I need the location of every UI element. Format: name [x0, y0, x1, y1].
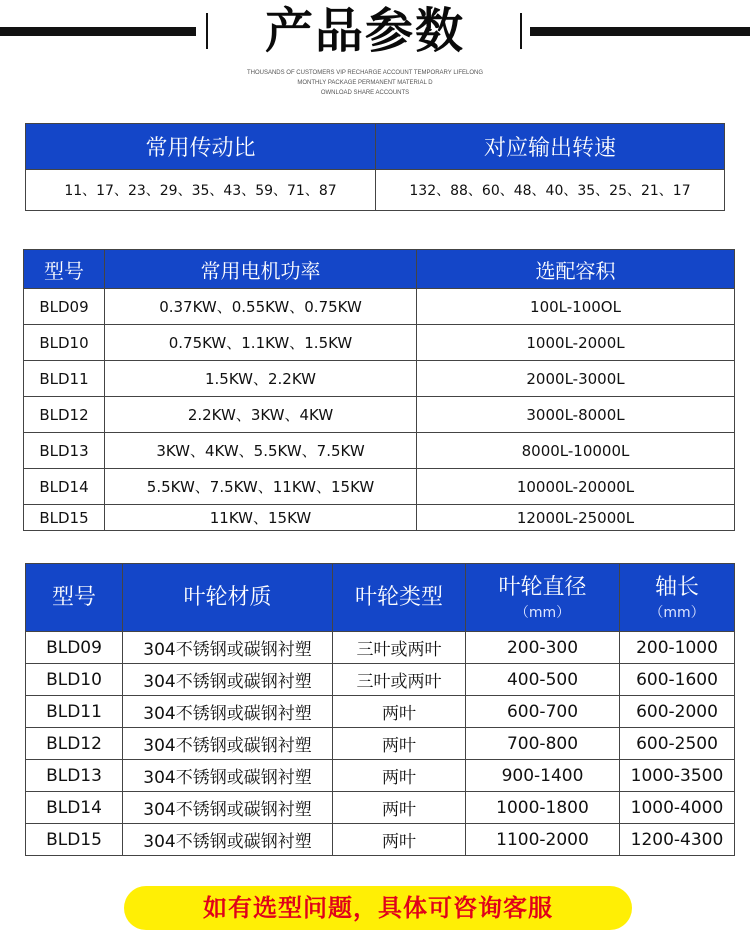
material-cell: 304不锈钢或碳钢衬塑: [123, 696, 333, 728]
subtitle-line: OWNLOAD SHARE ACCOUNTS: [320, 90, 410, 96]
power-cell: 3KW、4KW、5.5KW、7.5KW: [105, 433, 417, 469]
model-header: [26, 564, 123, 632]
model-cell: BLD14: [24, 469, 105, 505]
model-cell: BLD13: [26, 760, 123, 792]
material-cell: 304不锈钢或碳钢衬塑: [123, 632, 333, 664]
header-tick-left: [206, 13, 208, 49]
header-tick-right: [520, 13, 522, 49]
table-header-row: [26, 124, 725, 170]
table-row: [26, 696, 735, 728]
impeller-table: [25, 563, 735, 856]
volume-cell: 12000L-25000L: [417, 505, 735, 531]
header-label: 叶轮材质: [183, 584, 272, 610]
table-row: [26, 792, 735, 824]
shaft-cell: 600-2500: [620, 728, 735, 760]
table-row: [26, 664, 735, 696]
speed-values: 132、88、60、48、40、35、25、21、17: [376, 170, 725, 211]
diameter-cell: 400-500: [466, 664, 620, 696]
model-cell: BLD11: [26, 696, 123, 728]
subtitle-line: MONTHLY PACKAGE PERMANENT MATERIAL D: [297, 80, 433, 86]
impeller-type-header: [333, 564, 466, 632]
type-cell: 两叶: [333, 760, 466, 792]
model-cell: BLD12: [24, 397, 105, 433]
header-bar-left: [0, 27, 196, 36]
header-label: 轴长: [654, 574, 699, 600]
material-cell: 304不锈钢或碳钢衬塑: [123, 792, 333, 824]
diameter-cell: 900-1400: [466, 760, 620, 792]
speed-header: 对应输出转速: [376, 124, 725, 170]
consult-note-banner: 如有选型问题，具体可咨询客服: [124, 886, 632, 930]
header-label: 型号: [51, 584, 96, 610]
header-bar-right: [530, 27, 750, 36]
motor-power-header: 常用电机功率: [105, 250, 417, 289]
material-cell: 304不锈钢或碳钢衬塑: [123, 824, 333, 856]
subtitle-line: THOUSANDS OF CUSTOMERS VIP RECHARGE ACCOUNT TEMPORARY LIFELONG: [246, 70, 484, 76]
header-label: 叶轮直径: [498, 574, 587, 600]
header-label: 叶轮类型: [354, 584, 443, 610]
model-cell: BLD14: [26, 792, 123, 824]
model-cell: BLD10: [24, 325, 105, 361]
type-cell: 三叶或两叶: [333, 632, 466, 664]
table-row: [26, 824, 735, 856]
model-cell: BLD10: [26, 664, 123, 696]
power-cell: 5.5KW、7.5KW、11KW、15KW: [105, 469, 417, 505]
model-cell: BLD15: [26, 824, 123, 856]
power-cell: 0.37KW、0.55KW、0.75KW: [105, 289, 417, 325]
ratio-values: 11、17、23、29、35、43、59、71、87: [26, 170, 376, 211]
type-cell: 两叶: [333, 696, 466, 728]
shaft-cell: 600-1600: [620, 664, 735, 696]
diameter-cell: 1000-1800: [466, 792, 620, 824]
header-unit: （mm）: [649, 604, 705, 621]
power-table: [23, 249, 735, 531]
table-row: [26, 728, 735, 760]
table-row: [26, 170, 725, 211]
material-cell: 304不锈钢或碳钢衬塑: [123, 760, 333, 792]
material-cell: 304不锈钢或碳钢衬塑: [123, 728, 333, 760]
volume-cell: 8000L-10000L: [417, 433, 735, 469]
volume-cell: 3000L-8000L: [417, 397, 735, 433]
volume-header: 选配容积: [417, 250, 735, 289]
table-row: [24, 505, 735, 531]
ratio-table: [25, 123, 725, 211]
table-row: [26, 760, 735, 792]
table-row: [24, 289, 735, 325]
model-cell: BLD09: [26, 632, 123, 664]
volume-cell: 1000L-2000L: [417, 325, 735, 361]
model-cell: BLD15: [24, 505, 105, 531]
model-header: 型号: [24, 250, 105, 289]
table-row: [24, 397, 735, 433]
type-cell: 两叶: [333, 792, 466, 824]
header-subtitle: [215, 68, 515, 98]
volume-cell: 100L-100OL: [417, 289, 735, 325]
table-header-row: [24, 250, 735, 289]
impeller-diameter-header: [466, 564, 620, 632]
type-cell: 两叶: [333, 824, 466, 856]
material-cell: 304不锈钢或碳钢衬塑: [123, 664, 333, 696]
shaft-cell: 1000-4000: [620, 792, 735, 824]
table-row: [26, 632, 735, 664]
shaft-cell: 1200-4300: [620, 824, 735, 856]
table-header-row: [26, 564, 735, 632]
table-row: [24, 469, 735, 505]
power-cell: 1.5KW、2.2KW: [105, 361, 417, 397]
volume-cell: 10000L-20000L: [417, 469, 735, 505]
type-cell: 两叶: [333, 728, 466, 760]
impeller-material-header: [123, 564, 333, 632]
power-cell: 11KW、15KW: [105, 505, 417, 531]
model-cell: BLD13: [24, 433, 105, 469]
power-cell: 0.75KW、1.1KW、1.5KW: [105, 325, 417, 361]
table-row: [24, 433, 735, 469]
diameter-cell: 700-800: [466, 728, 620, 760]
shaft-cell: 1000-3500: [620, 760, 735, 792]
model-cell: BLD12: [26, 728, 123, 760]
header-unit: （mm）: [514, 604, 571, 621]
shaft-cell: 200-1000: [620, 632, 735, 664]
shaft-length-header: [620, 564, 735, 632]
type-cell: 三叶或两叶: [333, 664, 466, 696]
ratio-header: 常用传动比: [26, 124, 376, 170]
page-title: 产品参数: [264, 3, 465, 59]
table-row: [24, 325, 735, 361]
diameter-cell: 200-300: [466, 632, 620, 664]
model-cell: BLD09: [24, 289, 105, 325]
volume-cell: 2000L-3000L: [417, 361, 735, 397]
power-cell: 2.2KW、3KW、4KW: [105, 397, 417, 433]
diameter-cell: 1100-2000: [466, 824, 620, 856]
diameter-cell: 600-700: [466, 696, 620, 728]
shaft-cell: 600-2000: [620, 696, 735, 728]
table-row: [24, 361, 735, 397]
model-cell: BLD11: [24, 361, 105, 397]
